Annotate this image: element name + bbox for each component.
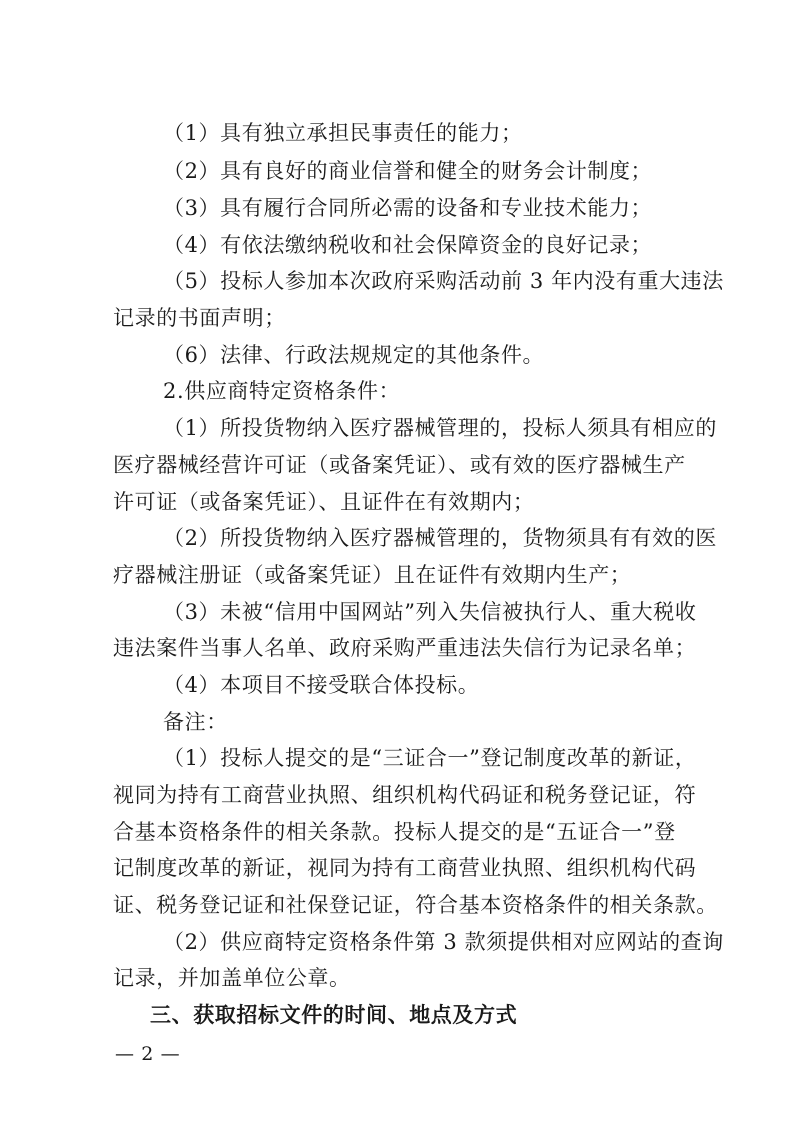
paragraph-line: （2）所投货物纳入医疗器械管理的，货物须具有有效的医 [163, 526, 717, 550]
paragraph-line: 记录，并加盖单位公章。 [113, 966, 351, 990]
section-subheading: 2.供应商特定资格条件： [163, 379, 401, 403]
paragraph-line: （3）未被“信用中国网站”列入失信被执行人、重大税收 [163, 600, 697, 624]
paragraph-line: （1）所投货物纳入医疗器械管理的，投标人须具有相应的 [163, 416, 717, 440]
paragraph-line: （1）具有独立承担民事责任的能力； [163, 121, 523, 145]
paragraph-line: （3）具有履行合同所必需的设备和专业技术能力； [163, 196, 653, 220]
paragraph-line: （6）法律、行政法规规定的其他条件。 [163, 343, 545, 367]
paragraph-line: 合基本资格条件的相关条款。投标人提交的是“五证合一”登 [113, 820, 676, 844]
paragraph-line: 记制度改革的新证，视同为持有工商营业执照、组织机构代码 [113, 856, 697, 880]
paragraph-line: 医疗器械经营许可证（或备案凭证）、或有效的医疗器械生产 [113, 453, 686, 477]
paragraph-line: 视同为持有工商营业执照、组织机构代码证和税务登记证，符 [113, 783, 697, 807]
section-heading: 三、获取招标文件的时间、地点及方式 [150, 1003, 518, 1027]
page-number: — 2 — [115, 1043, 181, 1065]
paragraph-line: 许可证（或备案凭证）、且证件在有效期内； [113, 490, 535, 514]
remarks-label: 备注： [163, 710, 228, 734]
paragraph-line: （5）投标人参加本次政府采购活动前 3 年内没有重大违法 [163, 269, 724, 293]
paragraph-line: （2）具有良好的商业信誉和健全的财务会计制度； [163, 159, 653, 183]
paragraph-line: 违法案件当事人名单、政府采购严重违法失信行为记录名单； [113, 636, 697, 660]
paragraph-line: （2）供应商特定资格条件第 3 款须提供相对应网站的查询 [163, 930, 724, 954]
paragraph-line: 疗器械注册证（或备案凭证）且在证件有效期内生产； [113, 563, 632, 587]
paragraph-line: （4）有依法缴纳税收和社会保障资金的良好记录； [163, 233, 653, 257]
paragraph-line: （1）投标人提交的是“三证合一”登记制度改革的新证， [163, 746, 697, 770]
paragraph-line: 记录的书面声明； [113, 306, 286, 330]
paragraph-line: 证、税务登记证和社保登记证，符合基本资格条件的相关条款。 [113, 893, 718, 917]
paragraph-line: （4）本项目不接受联合体投标。 [163, 673, 480, 697]
